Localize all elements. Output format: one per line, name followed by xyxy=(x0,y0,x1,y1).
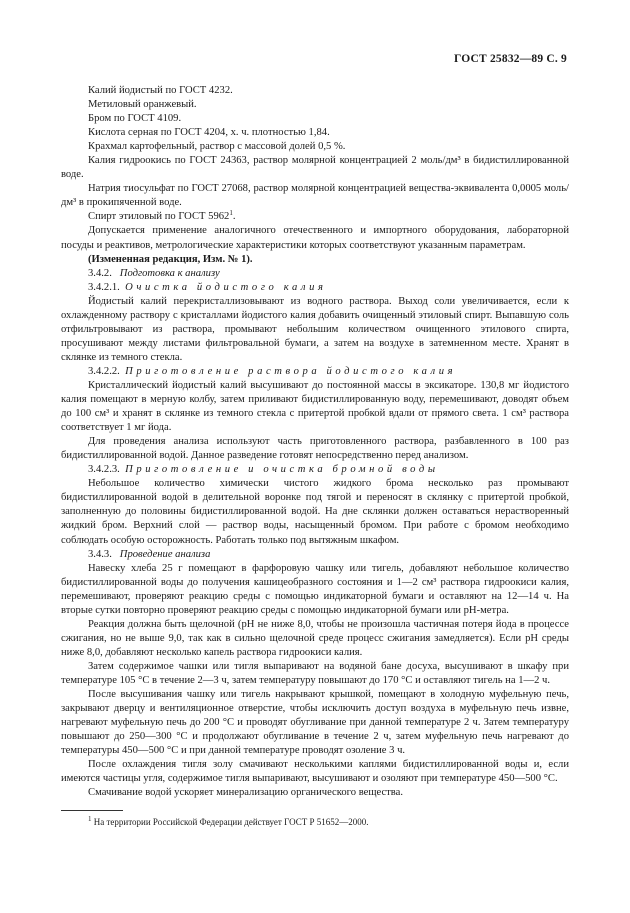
reagent-ethanol xyxy=(61,210,569,224)
reagent-potassium-iodide: Калий йодистый по ГОСТ 4232. xyxy=(88,85,233,96)
footnote-ref: 1 xyxy=(229,209,233,218)
reagent-methyl-orange: Метиловый оранжевый. xyxy=(88,99,197,111)
paragraph-dilution: Для проведения анализа используют часть приготовленного раствора, разбавленного в 100 раз бидистиллированной водой. Данное разведение готовят непосредственно перед анализом. xyxy=(61,436,569,462)
paragraph-muffle: После высушивания чашку или тигель накрывают крышкой, помещают в холодную муфельную печь, закрывают дверцу и вентиляционное отверстие, чтобы исключить доступ воздуха в муфельную печь извне, нагревают муфельную печь до 200 °С и проводят обугливание при данной температуре 2 ч. Затем температуру повышают до 250—300 °С и продолжают обугливание в течение 2 ч, затем муфельную печь нагревают до температуры 450—500 °С и при данной температуре проводят озоление 3 ч. xyxy=(61,689,569,757)
reagent-starch: Крахмал картофельный, раствор с массовой долей 0,5 %. xyxy=(88,141,346,153)
footnote-number: 1 xyxy=(88,815,92,823)
reagent-ethanol-text: Спирт этиловый по ГОСТ 5962 xyxy=(88,211,230,223)
section-3-4-3 xyxy=(61,548,569,562)
equipment-note: Допускается применение аналогичного отечественного и импортного оборудования, лабораторной посуды и реактивов, метрологические характеристики которых соответствуют указанным параметрам. xyxy=(61,225,569,251)
section-number: 3.4.2.3. xyxy=(88,464,120,476)
paragraph-sample: Навеску хлеба 25 г помещают в фарфоровую чашку или тигель, добавляют небольшое количество бидистиллированной воды до получения кашицеобразного состояния и 1—2 см³ раствора гидроокиси калия, перемешивают, проверяют реакцию среды с помощью индикаторной бумаги и оставляют на 12—14 ч. На вторые сутки повторно проверяют реакцию среды с помощью индикаторной бумаги или pH-метра. xyxy=(61,562,569,616)
section-3-4-2-1 xyxy=(61,281,569,295)
paragraph-cooling: После охлаждения тигля золу смачивают несколькими каплями бидистиллированной воды и, если имеются частицы угля, содержимое тигля выпаривают, высушивают и озоляют при температуре 450—500 °С. xyxy=(61,759,569,785)
section-title: Очистка йодистого калия xyxy=(125,281,327,293)
paragraph-purification: Йодистый калий перекристаллизовывают из водного раствора. Выход соли увеличивается, если к охлажденному раствору с кристаллами йодистого калия добавить очищенный этиловый спирт. Выпавшую соль отфильтровывают из раствора, промывают небольшим количеством очищенного этилового спирта, просушивают между листами фильтровальной бумаги, а затем на воздухе в затемненном месте. Хранят в склянке из темного стекла. xyxy=(61,295,569,363)
document-body xyxy=(61,84,569,800)
section-3-4-2-2 xyxy=(61,365,569,379)
section-number: 3.4.2.2. xyxy=(88,365,120,377)
reagent-sulfuric-acid: Кислота серная по ГОСТ 4204, х. ч. плотностью 1,84. xyxy=(88,127,330,139)
section-number: 3.4.2. xyxy=(88,267,112,279)
section-title: Проведение анализа xyxy=(119,548,211,560)
reagent-potassium-hydroxide: Калия гидроокись по ГОСТ 24363, раствор молярной концентрацией 2 моль/дм³ в бидистиллированной воде. xyxy=(61,155,569,181)
paragraph-bromine-water: Небольшое количество химически чистого жидкого брома несколько раз промывают бидистиллированной водой в делительной воронке под тягой и переносят в склянку с притертой пробкой, заполненную до половины бидистиллированной водой. На дне склянки должен оставаться нерастворенный жидкий бром. Верхний слой — раствор воды, насыщенный бромом. При работе с бромом необходимо соблюдать особую осторожность. Работать только под вытяжным шкафом. xyxy=(61,478,569,546)
footnote xyxy=(61,816,569,828)
paragraph-wetting: Смачивание водой ускоряет минерализацию органического вещества. xyxy=(88,787,404,799)
footnote-text: На территории Российской Федерации действует ГОСТ Р 51652—2000. xyxy=(93,817,369,827)
amendment-note: (Измененная редакция, Изм. № 1). xyxy=(88,253,253,265)
paragraph-drying: Затем содержимое чашки или тигля выпаривают на водяной бане досуха, высушивают в шкафу при температуре 105 °С в течение 2—3 ч, затем температуру повышают до 170 °С и оставляют тигель на 1—2 ч. xyxy=(61,660,569,686)
reagent-sodium-thiosulfate: Натрия тиосульфат по ГОСТ 27068, раствор молярной концентрацией вещества-эквивалента 0,0005 моль/дм³ в прокипяченной воде. xyxy=(61,183,569,209)
section-3-4-2-3 xyxy=(61,463,569,477)
section-title: Приготовление раствора йодистого калия xyxy=(125,365,457,377)
section-number: 3.4.3. xyxy=(88,548,112,560)
section-3-4-2 xyxy=(61,267,569,281)
section-title: Подготовка к анализу xyxy=(119,267,220,279)
reagent-bromine: Бром по ГОСТ 4109. xyxy=(88,113,182,125)
footnote-divider xyxy=(61,810,123,811)
paragraph-reaction: Реакция должна быть щелочной (pH не ниже 8,0, чтобы не произошла частичная потеря йода в процессе сжигания, но не выше 9,0, так как в сильно щелочной среде процесс сжигания замедляется). Если pH среды ниже 8,0, добавляют несколько капель раствора гидроокиси калия. xyxy=(61,618,569,658)
reagent-ethanol-end: . xyxy=(232,211,236,223)
page-header: ГОСТ 25832—89 С. 9 xyxy=(454,53,567,65)
section-number: 3.4.2.1. xyxy=(88,281,120,293)
paragraph-solution-prep: Кристаллический йодистый калий высушивают до постоянной массы в эксикаторе. 130,8 мг йодистого калия помещают в мерную колбу, затем приливают бидистиллированную воду, перемешивают, доводят объем до 100 см³ и хранят в склянке из темного стекла с притертой пробкой вдали от прямого света. 1 см³ раствора соответствует 1 мг йода. xyxy=(61,379,569,434)
section-title: Приготовление и очистка бромной воды xyxy=(125,464,439,476)
